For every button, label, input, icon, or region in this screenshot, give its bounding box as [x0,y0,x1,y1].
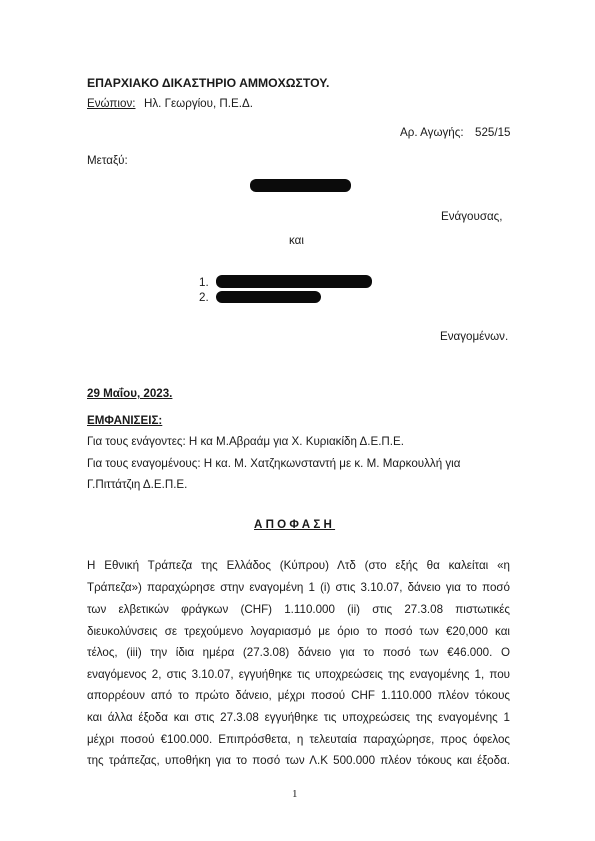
appearance-defendants-line2: Γ.Πιττάτζιη Δ.Ε.Π.Ε. [87,478,188,491]
between-label: Μεταξύ: [87,154,128,167]
and-label: και [289,234,304,247]
plaintiff-role: Ενάγουσας, [441,210,503,223]
decision-line: Τράπεζα») παραχώρησε στην εναγομένη 1 (i) στις 3.10.07, δάνειο για το ποσό [87,581,510,594]
plaintiff-name-redaction [250,179,351,192]
before-label: Ενώπιον: [87,97,136,110]
court-name: ΕΠΑΡΧΙΑΚΟ ΔΙΚΑΣΤΗΡΙΟ ΑΜΜΟΧΩΣΤΟΥ. [87,76,330,90]
decision-line: απορρέουν από το πρώτο δάνειο, μέχρι ποσού CHF 1.110.000 πλέον τόκους [87,689,510,702]
decision-line: μέχρι ποσού €100.000. Επιπρόσθετα, η τελευταία παραχώρησε, προς όφελος [87,733,510,746]
decision-title: ΑΠΟΦΑΣΗ [254,518,336,531]
decision-line: Η Εθνική Τράπεζα της Ελλάδος (Κύπρου) Λτδ (στο εξής θα καλείται «η [87,559,510,572]
decision-line: εναγόμενος 2, στις 3.10.07, εγγυήθηκε τις υποχρεώσεις της εναγομένης 1, που [87,668,510,681]
decision-line: των ελβετικών φράγκων (CHF) 1.110.000 (ii) στις 27.3.08 πιστωτικές [87,603,510,616]
decision-line: τέλος, (iii) την ίδια ημέρα (27.3.08) δάνειο για το ποσό των €46.000. Ο [87,646,510,659]
defendant-1-number: 1. [199,276,209,289]
decision-line: και άλλα έξοδα και στις 27.3.08 εγγυήθηκε τις υποχρεώσεις της εναγομένης 1 [87,711,510,724]
defendant-2-name-redaction [216,291,321,303]
page-number: 1 [292,788,298,800]
defendant-1-name-redaction [216,275,372,288]
defendant-2-number: 2. [199,291,209,304]
decision-date: 29 Μαΐου, 2023. [87,387,173,400]
appearance-plaintiffs: Για τους ενάγοντες: Η κα Μ.Αβραάμ για Χ. Κυριακίδη Δ.Ε.Π.Ε. [87,435,404,448]
decision-line: της τράπεζας, υποθήκη για το ποσό των Λ.Κ 500.000 πλέον τόκους και έξοδα. [87,754,510,767]
case-label: Αρ. Αγωγής: [400,126,464,139]
decision-line: διευκολύνσεις σε τρεχούμενο λογαριασμό με όριο το ποσό των €20,000 και [87,625,510,638]
case-number: 525/15 [475,126,511,139]
defendants-role: Εναγομένων. [440,330,509,343]
appearance-defendants-line1: Για τους εναγομένους: Η κα. Μ. Χατζηκωνσταντή με κ. Μ. Μαρκουλλή για [87,457,461,470]
judge-name: Ηλ. Γεωργίου, Π.Ε.Δ. [144,97,253,110]
appearances-title: ΕΜΦΑΝΙΣΕΙΣ: [87,414,163,427]
